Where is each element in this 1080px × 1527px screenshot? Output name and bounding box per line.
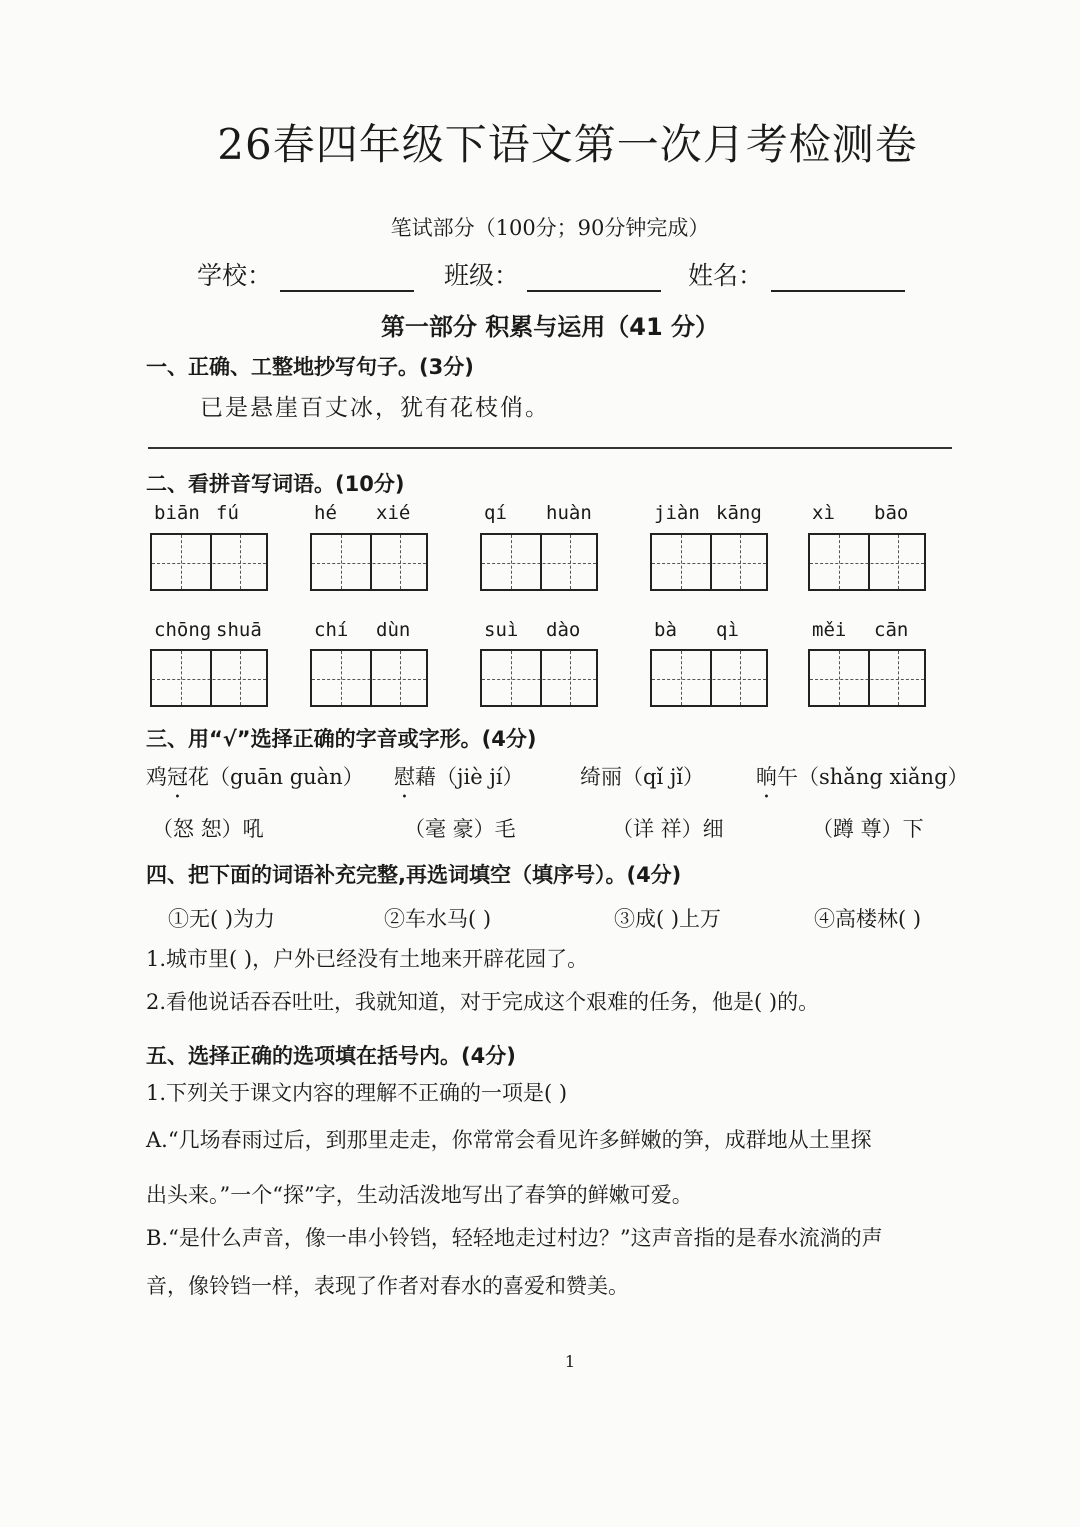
- writing-grid-box[interactable]: [310, 649, 428, 707]
- pinyin-syllable: xié: [376, 502, 411, 524]
- pinyin-syllable: bà: [654, 619, 677, 641]
- q1-sentence: 已是悬崖百丈冰，犹有花枝俏。: [200, 395, 550, 421]
- writing-grid-box[interactable]: [808, 533, 926, 591]
- writing-grid-box[interactable]: [650, 649, 768, 707]
- class-field: [444, 256, 661, 292]
- pinyin-label: [812, 502, 930, 524]
- pinyin-syllable: jiàn: [654, 502, 700, 524]
- q3-item-4: 晌午（shǎng xiǎng）: [756, 765, 969, 789]
- q3-heading: 三、用“√”选择正确的字音或字形。(4分): [146, 727, 537, 751]
- page-number: 1: [564, 1352, 576, 1371]
- pinyin-syllable: hé: [314, 502, 337, 524]
- pinyin-syllable: chí: [314, 619, 349, 641]
- writing-grid-box[interactable]: [480, 649, 598, 707]
- q4-option-4: ④高楼林( ): [814, 907, 922, 931]
- name-label: 姓名：: [688, 261, 764, 290]
- pinyin-syllable: kāng: [716, 502, 762, 524]
- pinyin-syllable: cān: [874, 619, 909, 641]
- pinyin-syllable: dùn: [376, 619, 411, 641]
- q2-heading: 二、看拼音写词语。(10分): [146, 472, 405, 496]
- writing-grid-box[interactable]: [480, 533, 598, 591]
- q4-option-2: ②车水马( ): [384, 907, 492, 931]
- class-label: 班级：: [444, 261, 520, 290]
- q5-question: 1.下列关于课文内容的理解不正确的一项是( ): [146, 1081, 568, 1105]
- part1-title: 第一部分 积累与运用（41 分）: [380, 313, 720, 341]
- school-field: [197, 256, 414, 292]
- pinyin-syllable: qì: [716, 619, 739, 641]
- pinyin-label: [314, 619, 432, 641]
- writing-grid-box[interactable]: [150, 649, 268, 707]
- q5-option-a-line1: A.“几场春雨过后，到那里走走，你常常会看见许多鲜嫩的笋，成群地从土里探: [146, 1128, 872, 1152]
- class-blank[interactable]: [527, 264, 661, 292]
- name-field: [688, 256, 905, 292]
- q3-item-3: 绮丽（qǐ jǐ）: [580, 765, 705, 789]
- q4-option-1: ①无( )为力: [168, 907, 276, 931]
- pinyin-label: [154, 619, 272, 641]
- writing-grid-box[interactable]: [808, 649, 926, 707]
- pinyin-label: [812, 619, 930, 641]
- q3-choice-4[interactable]: （蹲 尊）下: [812, 817, 924, 841]
- writing-grid-box[interactable]: [650, 533, 768, 591]
- q3-choice-1[interactable]: （怒 恕）吼: [152, 817, 264, 841]
- pinyin-syllable: biān: [154, 502, 200, 524]
- pinyin-label: [484, 619, 602, 641]
- q5-option-b-line1: B.“是什么声音，像一串小铃铛，轻轻地走过村边？”这声音指的是春水流淌的声: [146, 1226, 883, 1250]
- writing-grid-box[interactable]: [310, 533, 428, 591]
- pinyin-syllable: dào: [546, 619, 581, 641]
- pinyin-syllable: shuā: [216, 619, 262, 641]
- exam-title: 26春四年级下语文第一次月考检测卷: [217, 120, 918, 169]
- q4-sentence-1: 1.城市里( )，户外已经没有土地来开辟花园了。: [146, 947, 589, 971]
- q5-option-a-line2: 出头来。”一个“探”字，生动活泼地写出了春笋的鲜嫩可爱。: [146, 1183, 693, 1207]
- q3-item-2: 慰藉（jiè jí）: [394, 765, 524, 789]
- q5-option-b-line2: 音，像铃铛一样，表现了作者对春水的喜爱和赞美。: [146, 1274, 629, 1298]
- pinyin-syllable: xì: [812, 502, 835, 524]
- pinyin-syllable: chōng: [154, 619, 212, 641]
- pinyin-label: [154, 502, 272, 524]
- pinyin-syllable: měi: [812, 619, 847, 641]
- pinyin-label: [314, 502, 432, 524]
- pinyin-syllable: huàn: [546, 502, 592, 524]
- school-label: 学校：: [197, 261, 273, 290]
- q4-heading: 四、把下面的词语补充完整,再选词填空（填序号）。(4分): [146, 863, 682, 887]
- pinyin-syllable: fú: [216, 502, 239, 524]
- pinyin-syllable: qí: [484, 502, 507, 524]
- q4-sentence-2: 2.看他说话吞吞吐吐，我就知道，对于完成这个艰难的任务，他是( )的。: [146, 990, 820, 1014]
- q1-heading: 一、正确、工整地抄写句子。(3分): [146, 355, 474, 379]
- q4-option-3: ③成( )上万: [614, 907, 722, 931]
- pinyin-label: [654, 619, 772, 641]
- q3-item-1: 鸡冠花（guān guàn）: [146, 765, 364, 789]
- writing-grid-box[interactable]: [150, 533, 268, 591]
- school-blank[interactable]: [280, 264, 414, 292]
- q1-answer-line[interactable]: [148, 447, 952, 449]
- q3-choice-2[interactable]: （毫 豪）毛: [404, 817, 516, 841]
- q5-heading: 五、选择正确的选项填在括号内。(4分): [146, 1044, 516, 1068]
- name-blank[interactable]: [771, 264, 905, 292]
- exam-subtitle: 笔试部分（100分；90分钟完成）: [390, 216, 710, 240]
- pinyin-syllable: bāo: [874, 502, 909, 524]
- pinyin-syllable: suì: [484, 619, 519, 641]
- pinyin-label: [654, 502, 772, 524]
- pinyin-label: [484, 502, 602, 524]
- q3-choice-3[interactable]: （详 祥）细: [612, 817, 724, 841]
